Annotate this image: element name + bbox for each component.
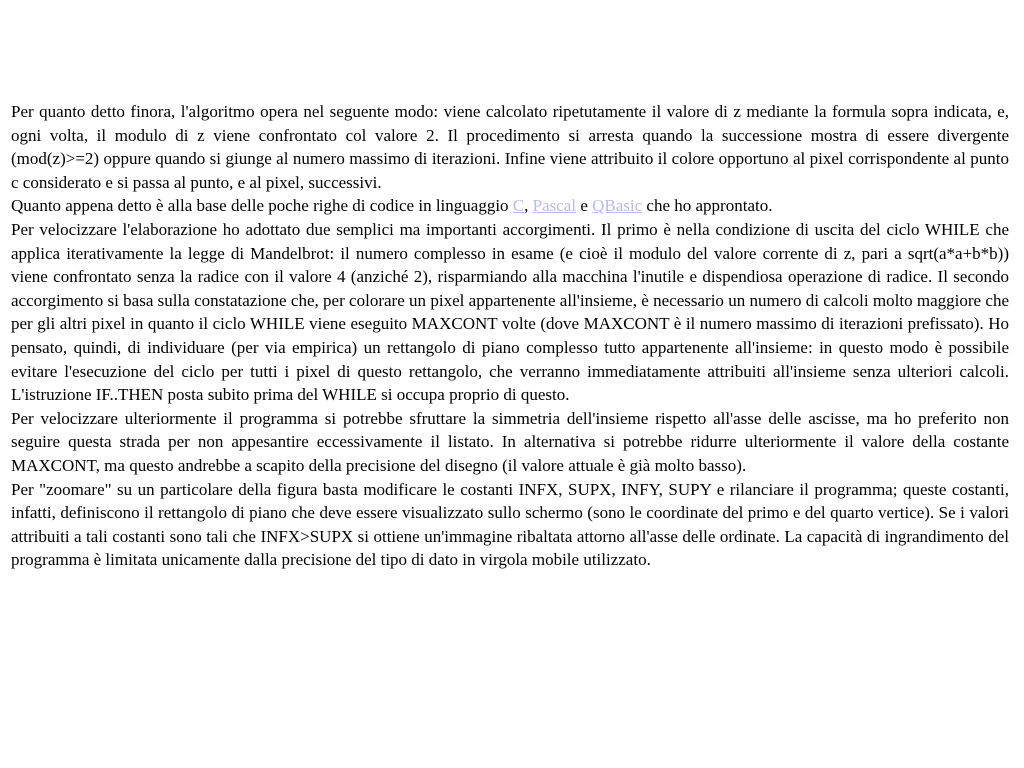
- paragraph-code-links: [11, 194, 1009, 218]
- paragraph-optimizations: Per velocizzare l'elaborazione ho adottato due semplici ma importanti accorgimenti. Il primo è nella condizione di uscita del ciclo WHILE che applica iterativamente la legge di Mandelbrot: il numero complesso in esame (e cioè il modulo del valore corrente di z, pari a sqrt(a*a+b*b)) viene confrontato senza la radice con il valore 4 (anziché 2), risparmiando alla macchina l'inutile e dispendiosa operazione di radice. Il secondo accorgimento si basa sulla constatazione che, per colorare un pixel appartenente all'insieme, è necessario un numero di calcoli molto maggiore che per gli altri pixel in quanto il ciclo WHILE viene eseguito MAXCONT volte (dove MAXCONT è il numero massimo di iterazioni prefissato). Ho pensato, quindi, di individuare (per via empirica) un rettangolo di piano complesso tutto appartenente all'insieme: in questo modo è possibile evitare l'esecuzione del ciclo per tutti i pixel di questo rettangolo, che verranno immediatamente attribuiti all'insieme senza ulteriori calcoli. L'istruzione IF..THEN posta subito prima del WHILE si occupa proprio di questo.: [11, 219, 1009, 405]
- code-links-separator-1: ,: [524, 196, 533, 216]
- paragraph-further-speedup: Per velocizzare ulteriormente il programma si potrebbe sfruttare la simmetria dell'insieme rispetto all'asse delle ascisse, ma ho preferito non seguire questa strada per non appesantire eccessivamente il listato. In alternativa si potrebbe ridurre ulteriormente il valore della costante MAXCONT, ma questo andrebbe a scapito della precisione del disegno (il valore attuale è già molto basso).: [11, 408, 1009, 475]
- link-c[interactable]: C: [512, 196, 525, 216]
- code-links-outro: che ho approntato.: [642, 196, 773, 216]
- document-body: [11, 100, 1009, 572]
- paragraph-zoom: Per "zoomare" su un particolare della figura basta modificare le costanti INFX, SUPX, INFY, SUPY e rilanciare il programma; queste costanti, infatti, definiscono il rettangolo di piano che deve essere visualizzato sullo schermo (sono le coordinate del primo e del quarto vertice). Se i valori attribuiti a tali costanti sono tali che INFX>SUPX si ottiene un'immagine ribaltata attorno all'asse delle ordinate. La capacità di ingrandimento del programma è limitata unicamente dalla precisione del tipo di dato in virgola mobile utilizzato.: [11, 479, 1009, 570]
- code-links-intro: Quanto appena detto è alla base delle poche righe di codice in linguaggio: [11, 196, 513, 216]
- code-links-separator-2: e: [576, 196, 593, 216]
- link-qbasic[interactable]: QBasic: [592, 196, 643, 216]
- link-pascal[interactable]: Pascal: [532, 196, 577, 216]
- paragraph-algorithm: Per quanto detto finora, l'algoritmo opera nel seguente modo: viene calcolato ripetutamente il valore di z mediante la formula sopra indicata, e, ogni volta, il modulo di z viene confrontato col valore 2. Il procedimento si arresta quando la successione mostra di essere divergente (mod(z)>=2) oppure quando si giunge al numero massimo di iterazioni. Infine viene attribuito il colore opportuno al pixel corrispondente al punto c considerato e si passa al punto, e al pixel, successivi.: [11, 102, 1009, 192]
